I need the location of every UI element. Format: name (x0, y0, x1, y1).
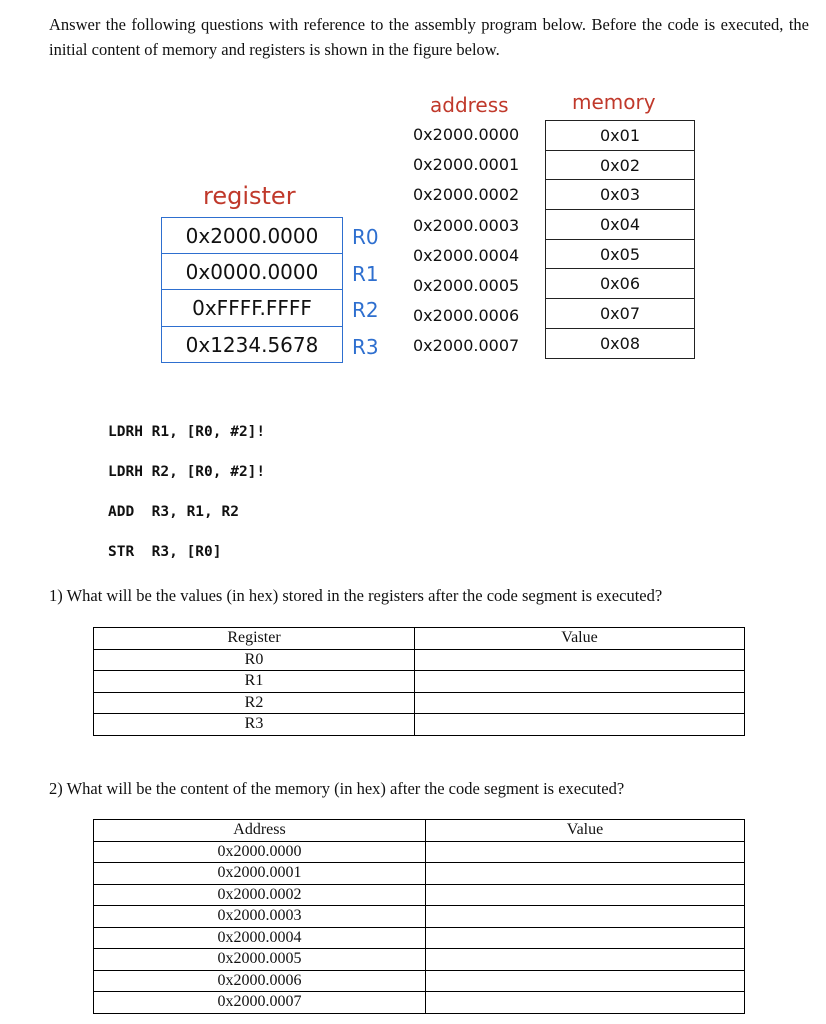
register-label: R1 (94, 671, 415, 693)
column-header: Register (94, 628, 415, 650)
question-2: 2) What will be the content of the memory (in hex) after the code segment is executed? (49, 779, 625, 798)
register-name: R2 (352, 298, 379, 322)
table-row (94, 671, 745, 693)
intro-paragraph: Answer the following questions with reference to the assembly program below. Before the code is executed, the initial content of memory and registers is shown in the figure below. (49, 15, 809, 59)
register-heading: register (203, 182, 296, 210)
register-name: R3 (352, 334, 379, 359)
address-label: 0x2000.0006 (94, 970, 426, 992)
address-label: 0x2000.0000 (94, 841, 426, 863)
register-box (161, 217, 343, 363)
memory-cell: 0x07 (546, 299, 694, 329)
address-label: 0x2000.0003 (94, 906, 426, 928)
value-cell[interactable] (415, 714, 745, 736)
address-label: 0x2000.0001 (413, 155, 520, 175)
table-header-row (94, 628, 745, 650)
code-line: LDRH R2, [R0, #2]! (108, 464, 266, 480)
register-label: R2 (94, 692, 415, 714)
code-line: LDRH R1, [R0, #2]! (108, 424, 266, 440)
code-line: STR R3, [R0] (108, 544, 222, 560)
value-cell[interactable] (426, 992, 745, 1014)
code-line: ADD R3, R1, R2 (108, 504, 239, 520)
register-names (352, 219, 379, 365)
register-value: 0xFFFF.FFFF (162, 290, 342, 326)
address-label: 0x2000.0003 (413, 215, 520, 235)
memory-cell: 0x08 (599, 333, 640, 353)
table-row (94, 649, 745, 671)
table-header-row (94, 820, 745, 842)
memory-cell: 0x06 (546, 269, 694, 299)
memory-cell: 0x04 (546, 210, 694, 240)
memory-cell: 0x03 (546, 180, 694, 210)
address-heading: address (430, 93, 509, 117)
address-label: 0x2000.0007 (413, 336, 520, 356)
memory-answer-table (93, 819, 745, 1014)
table-row (94, 884, 745, 906)
register-label: R0 (94, 649, 415, 671)
register-value: 0x2000.0000 (162, 218, 342, 254)
address-label: 0x2000.0006 (413, 306, 520, 326)
table-row (94, 906, 745, 928)
address-label: 0x2000.0007 (94, 992, 426, 1014)
address-label: 0x2000.0002 (413, 185, 520, 205)
memory-box (545, 120, 695, 359)
address-label: 0x2000.0004 (413, 245, 520, 265)
memory-cell: 0x02 (546, 151, 694, 181)
value-cell[interactable] (426, 884, 745, 906)
register-value: 0x0000.0000 (162, 254, 342, 290)
table-row (94, 992, 745, 1014)
address-column (413, 120, 543, 362)
address-label: 0x2000.0002 (94, 884, 426, 906)
question-1: 1) What will be the values (in hex) stored in the registers after the code segment is executed? (49, 586, 663, 605)
column-header: Address (94, 820, 426, 842)
register-label: R3 (94, 714, 415, 736)
value-cell[interactable] (426, 927, 745, 949)
memory-heading: memory (572, 90, 656, 114)
table-row (94, 863, 745, 885)
table-row (94, 841, 745, 863)
address-label: 0x2000.0005 (413, 275, 520, 295)
register-name: R0 (352, 225, 379, 249)
value-cell[interactable] (426, 906, 745, 928)
value-cell[interactable] (426, 949, 745, 971)
memory-cell: 0x01 (546, 121, 694, 151)
address-label: 0x2000.0000 (413, 125, 520, 144)
value-cell[interactable] (426, 841, 745, 863)
address-label: 0x2000.0004 (94, 927, 426, 949)
value-cell[interactable] (415, 649, 745, 671)
register-name: R1 (352, 261, 379, 286)
table-row (94, 949, 745, 971)
address-label: 0x2000.0001 (94, 863, 426, 885)
value-cell[interactable] (415, 671, 745, 693)
memory-cell: 0x05 (546, 240, 694, 270)
value-cell[interactable] (426, 863, 745, 885)
register-answer-table (93, 627, 745, 736)
table-row (94, 692, 745, 714)
table-row (94, 970, 745, 992)
table-row (94, 714, 745, 736)
column-header: Value (426, 820, 745, 842)
address-label: 0x2000.0005 (94, 949, 426, 971)
column-header: Value (415, 628, 745, 650)
value-cell[interactable] (426, 970, 745, 992)
value-cell[interactable] (415, 692, 745, 714)
table-row (94, 927, 745, 949)
register-value: 0x1234.5678 (185, 332, 319, 357)
